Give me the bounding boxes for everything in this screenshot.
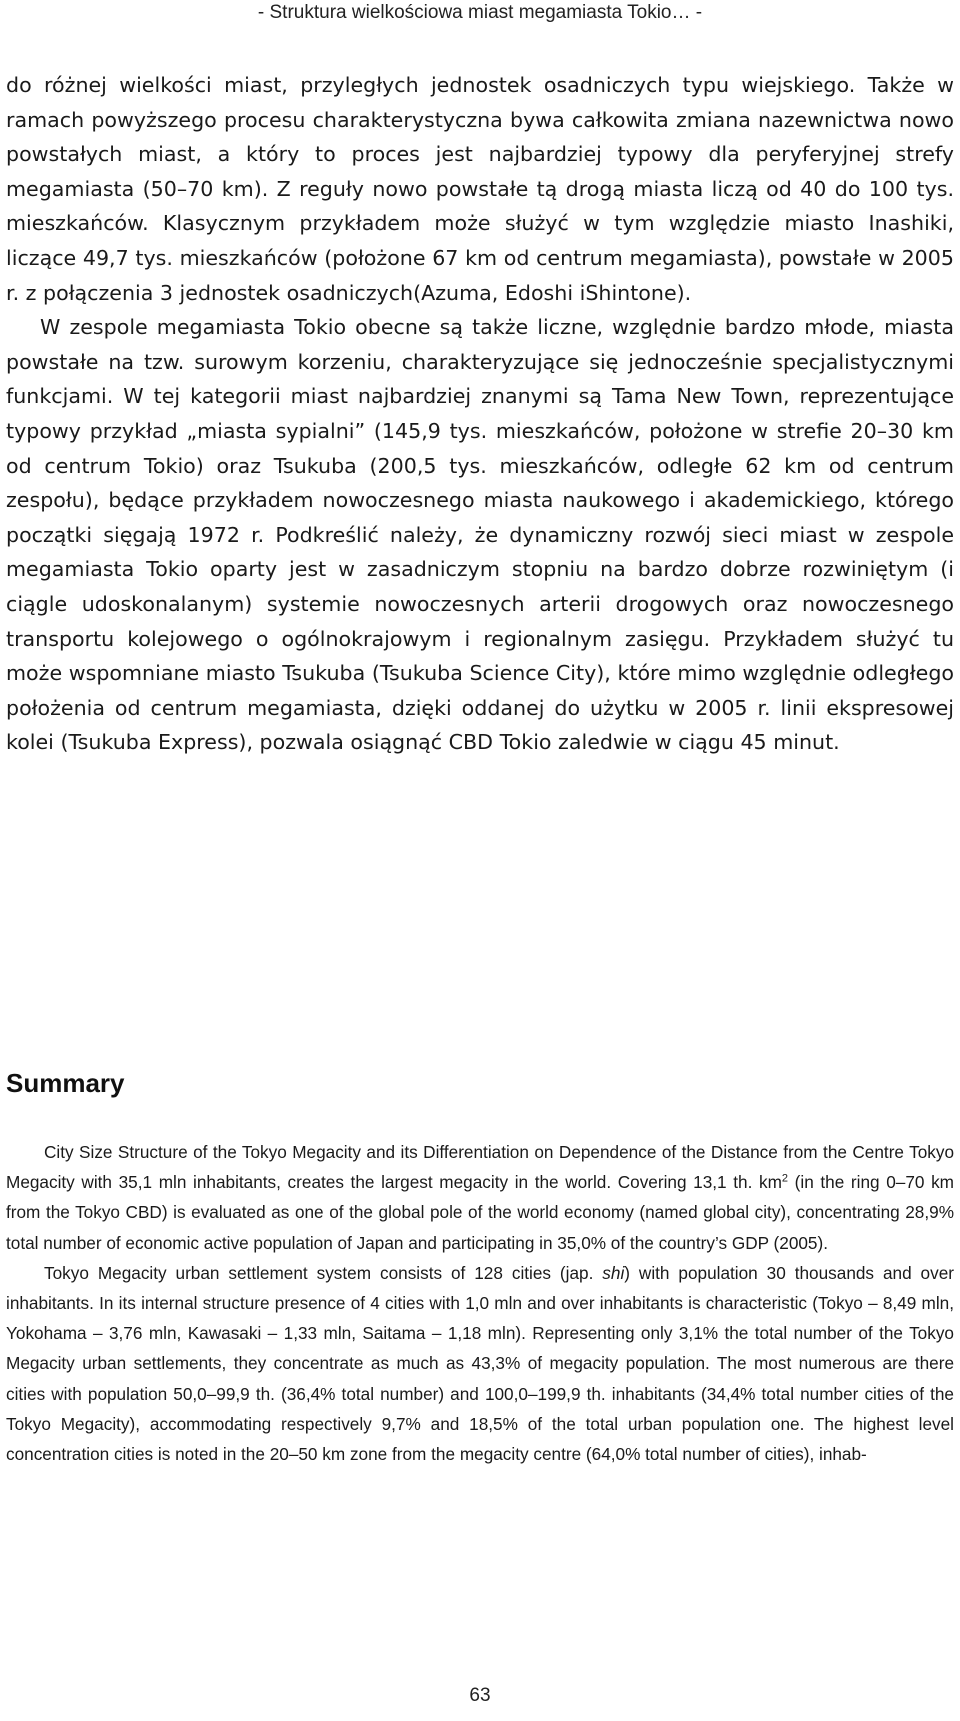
summary-body-text (6, 1137, 954, 1469)
summary-p2-text: Tokyo Megacity urban settlement system consists of 128 cities (jap. (44, 1262, 603, 1283)
running-header: - Struktura wielkościowa miast megamiasta Tokio… - (257, 2, 703, 23)
summary-p2-text-cont: ) with population 30 thousands and over inhabitants. In its internal structure presence of 4 cities with 1,0 mln and over inhabitants is characteristic (Tokyo – 8,49 mln, Yokohama – 3,76 mln, Kawasaki – 1,33 mln, Saitama – 1,18 mln). Representing only 3,1% the total number of the Tokyo Megacity urban settlements, they concentrate as much as 43,3% of megacity population. The most numerous are there cities with population 50,0–99,9 th. (36,4% total number) and 100,0–199,9 th. inhabitants (34,4% total number cities of the Tokyo Megacity), accommodating respectively 9,7% and 18,5% of the total urban population one. The highest level concentration cities is noted in the 20–50 km zone from the megacity centre (64,0% total number of cities), inhab- (6, 1262, 954, 1465)
summary-paragraph-1 (6, 1137, 954, 1258)
superscript-2: 2 (781, 1172, 789, 1185)
italic-term: shi (602, 1262, 625, 1283)
summary-p1-text: City Size Structure of the Tokyo Megacity and its Differentiation on Dependence of the Distance from the Centre Tokyo Megacity with 35,1 mln inhabitants, creates the largest megacity in the world. Covering 13,1 th. km (6, 1142, 954, 1193)
page-number: 63 (469, 1685, 491, 1706)
polish-body-text (6, 68, 954, 760)
polish-paragraph-2: W zespole megamiasta Tokio obecne są także liczne, względnie bardzo młode, miasta powstałe na tzw. surowym korzeniu, charakteryzujące się jednocześnie specjalistycznymi funkcjami. W tej kategorii miast najbardziej znanymi są Tama New Town, reprezentujące typowy przykład „miasta sypialni” (145,9 tys. mieszkańców, położone w strefie 20–30 km od centrum Tokio) oraz Tsukuba (200,5 tys. mieszkańców, odległe 62 km od centrum zespołu), będące przykładem nowoczesnego miasta naukowego i akademickiego, którego początki sięgają 1972 r. Podkreślić należy, że dynamiczny rozwój sieci miast w zespole megamiasta Tokio oparty jest w zasadniczym stopniu na bardzo dobrze rozwiniętym (i ciągle udoskonalanym) systemie nowoczesnych arterii drogowych oraz nowoczesnego transportu kolejowego o ogólnokrajowym i regionalnym zasięgu. Przykładem służyć tu może wspomniane miasto Tsukuba (Tsukuba Science City), które mimo względnie odległego położenia od centrum megamiasta, dzięki oddanej do użytku w 2005 r. linii ekspresowej kolei (Tsukuba Express), pozwala osiągnąć CBD Tokio zaledwie w ciągu 45 minut. (6, 315, 954, 755)
polish-paragraph-1: do różnej wielkości miast, przyległych jednostek osadniczych typu wiejskiego. Także w ramach powyższego procesu charakterystyczna bywa całkowita zmiana nazewnictwa nowo powstałych miast, a który to proces jest najbardziej typowy dla peryferyjnej strefy megamiasta (50–70 km). Z reguły nowo powstałe tą drogą miasta liczą od 40 do 100 tys. mieszkańców. Klasycznym przykładem może służyć w tym względzie miasto Inashiki, liczące 49,7 tys. mieszkańców (położone 67 km od centrum megamiasta), powstałe w 2005 r. z połączenia 3 jednostek osadniczych(Azuma, Edoshi iShintone). (6, 73, 954, 305)
summary-paragraph-2 (6, 1258, 954, 1469)
summary-p1-text-cont: (in the ring 0–70 km from the Tokyo CBD) is evaluated as one of the global pole of the world economy (named global city), concentrating 28,9% total number of economic active population of Japan and participating in 35,0% of the country’s GDP (2005). (6, 1172, 954, 1253)
summary-heading: Summary (6, 1068, 125, 1098)
